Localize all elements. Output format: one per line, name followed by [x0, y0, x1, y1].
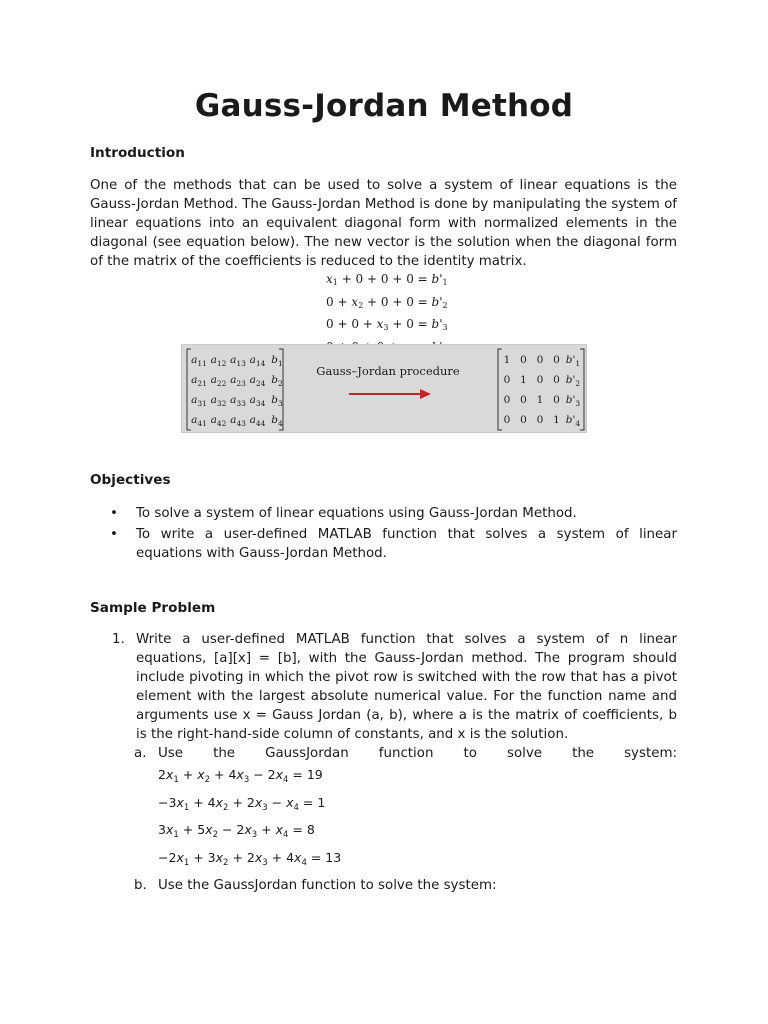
coefficient-matrix-cell: $b_3$ [271, 394, 283, 408]
gauss-jordan-diagram [182, 345, 588, 434]
word: system: [624, 746, 677, 761]
identity-matrix-cell: 0 [503, 374, 511, 386]
list-item: • To solve a system of linear equations using Gauss-Jordan Method. [110, 506, 577, 521]
objectives-list [90, 504, 677, 565]
right-bracket-open [498, 349, 502, 430]
coefficient-matrix-cell: $b_2$ [271, 374, 283, 388]
introduction-paragraph: One of the methods that can be used to solve a system of linear equations is the Gauss-Jordan Method. The Gauss-Jordan Method is done by manipulating the system of linear equations into an equivalent diagonal form with normalized elements in the diagonal (see equation below). The new vector is the solution when the diagonal form of the matrix of the coefficients is reduced to the identity matrix. [90, 178, 677, 269]
word: GaussJordan [265, 746, 349, 761]
arrow-head [420, 389, 431, 399]
equation-row: $-3x_1 + 4x_2 + 2x_3 - x_4 = 1$ [158, 794, 326, 813]
identity-matrix-cell: 0 [536, 414, 544, 426]
diagonal-equation-row: $0 + 0 + x_3 + 0 = b'_3$ [326, 317, 448, 332]
item-number: 1. [112, 632, 125, 647]
equation-row: $2x_1 + x_2 + 4x_3 - 2x_4 = 19$ [158, 767, 323, 785]
sample-problem-list [90, 630, 677, 895]
identity-matrix-cell: 0 [520, 414, 527, 426]
bullet-icon: • [110, 506, 118, 521]
diagonal-equation-row: $0 + x_2 + 0 + 0 = b'_2$ [326, 294, 448, 310]
bullet-icon: • [110, 527, 118, 542]
sub-item-a-text [158, 744, 677, 763]
problem-item-1 [90, 630, 677, 744]
introduction-heading: Introduction [90, 145, 185, 161]
list-item: • To write a user-defined MATLAB function that solves a system of linear equations with Gauss-Jordan Method. [110, 527, 677, 561]
coefficient-matrix-cell: $a_{14}$ [249, 354, 266, 368]
identity-matrix-cell: $b'_2$ [565, 374, 581, 388]
sub-item-b [90, 876, 677, 895]
identity-matrix-cell: 1 [536, 394, 544, 406]
coefficient-matrix-cell: $a_{13}$ [230, 354, 246, 368]
word: the [213, 746, 236, 761]
identity-matrix-cell: 1 [503, 354, 511, 366]
word: to [463, 746, 477, 761]
coefficient-matrix [191, 354, 283, 428]
coefficient-matrix-cell: $a_{41}$ [191, 414, 207, 428]
identity-matrix-cell: 0 [520, 354, 527, 366]
word: the [572, 746, 595, 761]
identity-matrix-cell: 0 [536, 354, 544, 366]
problem-text: Write a user-defined MATLAB function that solves a system of n linear equations, [a][x] = [b], with the Gauss-Jordan method. The program should include pivoting in which the pivot row is switched with the row that has a pivot element with the largest absolute numerical value. For the function name and arguments use x = Gauss Jordan (a, b), where a is the matrix of coefficients, b is the right-hand-side column of constants, and x is the solution. [136, 632, 677, 742]
equation-row: $-2x_1 + 3x_2 + 2x_3 + 4x_4 = 13$ [158, 849, 342, 868]
sub-item-label: a. [134, 746, 147, 761]
identity-matrix-cell: 1 [553, 414, 560, 426]
coefficient-matrix-cell: $a_{23}$ [230, 374, 246, 388]
coefficient-matrix-cell: $a_{32}$ [210, 394, 227, 408]
equation-system [90, 764, 677, 874]
coefficient-matrix-cell: $a_{43}$ [230, 414, 246, 428]
identity-matrix-cell: 0 [553, 394, 560, 406]
identity-matrix-cell: 0 [503, 394, 511, 406]
coefficient-matrix-cell: $a_{44}$ [249, 414, 266, 428]
sample-problem-heading: Sample Problem [90, 600, 216, 616]
coefficient-matrix-cell: $a_{21}$ [191, 374, 207, 388]
sub-item-b-text: Use the GaussJordan function to solve the system: [158, 878, 497, 893]
equation-row: $3x_1 + 5x_2 - 2x_3 + x_4 = 8$ [158, 822, 315, 840]
identity-matrix [504, 354, 581, 428]
coefficient-matrix-cell: $a_{12}$ [210, 354, 227, 368]
objectives-heading: Objectives [90, 472, 171, 488]
identity-matrix-cell: 0 [553, 374, 560, 386]
word: Use [158, 746, 184, 761]
identity-matrix-cell: $b'_3$ [565, 394, 581, 408]
word: solve [506, 746, 543, 761]
coefficient-matrix-cell: $b_1$ [271, 354, 283, 368]
coefficient-matrix-cell: $a_{33}$ [230, 394, 246, 408]
right-bracket-close [580, 349, 584, 430]
coefficient-matrix-cell: $a_{34}$ [249, 394, 266, 408]
identity-matrix-cell: 0 [553, 354, 560, 366]
diagonal-equation-row: $x_1 + 0 + 0 + 0 = b'_1$ [326, 272, 448, 287]
identity-matrix-cell: 1 [520, 374, 527, 386]
identity-matrix-cell: $b'_4$ [565, 414, 581, 428]
figure-caption: Gauss–Jordan procedure [316, 364, 460, 378]
coefficient-matrix-cell: $b_4$ [271, 414, 283, 428]
sub-item-label: b. [134, 878, 147, 893]
word: function [378, 746, 434, 761]
identity-matrix-cell: 0 [536, 374, 544, 386]
coefficient-matrix-cell: $a_{31}$ [191, 394, 207, 408]
coefficient-matrix-cell: $a_{24}$ [249, 374, 266, 388]
coefficient-matrix-cell: $a_{22}$ [210, 374, 227, 388]
gauss-jordan-figure [181, 344, 587, 433]
sub-item-a [90, 744, 677, 763]
page-title: Gauss-Jordan Method [194, 88, 574, 124]
coefficient-matrix-cell: $a_{11}$ [191, 354, 207, 368]
identity-matrix-cell: $b'_1$ [565, 354, 581, 368]
coefficient-matrix-cell: $a_{42}$ [210, 414, 227, 428]
identity-matrix-cell: 0 [520, 394, 527, 406]
identity-matrix-cell: 0 [503, 414, 511, 426]
